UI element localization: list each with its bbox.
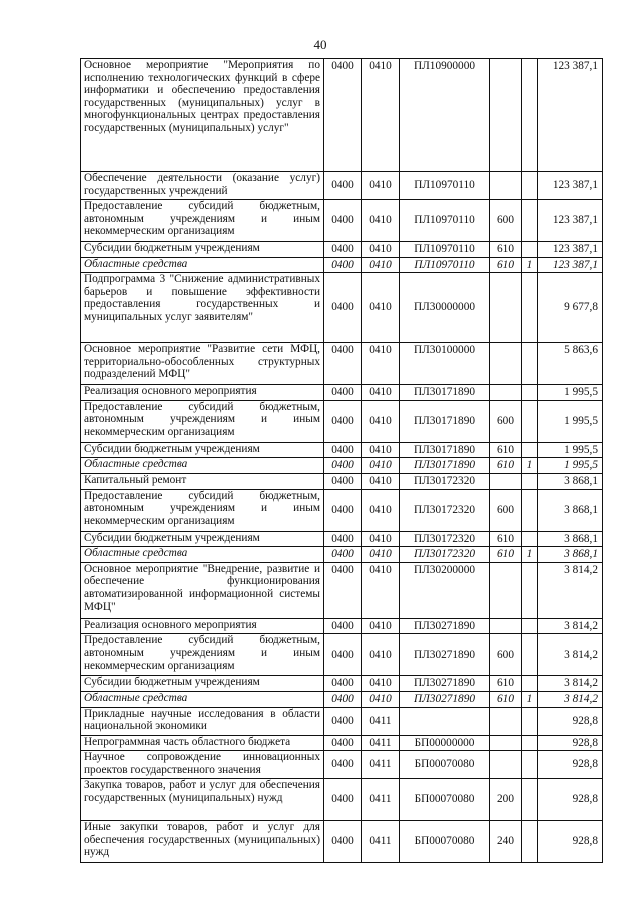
section-code-cell: 0400 [324, 242, 362, 258]
amount-cell: 3 868,1 [538, 473, 603, 489]
table-row [81, 562, 603, 618]
funding-source-cell [522, 779, 538, 821]
amount-cell: 3 814,2 [538, 691, 603, 707]
row-name-cell: Основное мероприятие "Внедрение, развитие и обеспечение функционирования автоматизированной информационной системы МФЦ" [81, 562, 324, 618]
expense-type-cell [490, 59, 522, 172]
table-row [81, 531, 603, 547]
amount-cell: 928,8 [538, 821, 603, 863]
funding-source-cell: 1 [522, 257, 538, 273]
expense-type-cell: 240 [490, 821, 522, 863]
target-article-cell: ПЛ30271890 [400, 634, 490, 676]
funding-source-cell [522, 676, 538, 692]
expense-type-cell [490, 385, 522, 401]
row-name-cell: Областные средства [81, 257, 324, 273]
expense-type-cell [490, 618, 522, 634]
funding-source-cell: 1 [522, 691, 538, 707]
subsection-code-cell: 0410 [362, 691, 400, 707]
row-name-cell: Непрограммная часть областного бюджета [81, 735, 324, 751]
target-article-cell: ПЛ30100000 [400, 343, 490, 385]
amount-cell: 928,8 [538, 751, 603, 779]
expense-type-cell [490, 735, 522, 751]
expense-type-cell [490, 172, 522, 200]
target-article-cell: ПЛ10970110 [400, 200, 490, 242]
table-row [81, 821, 603, 863]
amount-cell: 928,8 [538, 779, 603, 821]
table-row [81, 442, 603, 458]
table-row [81, 489, 603, 531]
funding-source-cell [522, 172, 538, 200]
row-name-cell: Предоставление субсидий бюджетным, автономным учреждениям и иным некоммерческим организациям [81, 634, 324, 676]
target-article-cell: ПЛ10970110 [400, 257, 490, 273]
expense-type-cell: 610 [490, 442, 522, 458]
table-row [81, 779, 603, 821]
section-code-cell: 0400 [324, 707, 362, 735]
table-row [81, 634, 603, 676]
amount-cell: 123 387,1 [538, 242, 603, 258]
section-code-cell: 0400 [324, 400, 362, 442]
table-row [81, 400, 603, 442]
target-article-cell: ПЛ30172320 [400, 531, 490, 547]
amount-cell: 1 995,5 [538, 458, 603, 474]
subsection-code-cell: 0410 [362, 59, 400, 172]
subsection-code-cell: 0410 [362, 489, 400, 531]
funding-source-cell [522, 59, 538, 172]
subsection-code-cell: 0411 [362, 735, 400, 751]
row-name-cell: Предоставление субсидий бюджетным, автономным учреждениям и иным некоммерческим организациям [81, 400, 324, 442]
table-row [81, 343, 603, 385]
row-name-cell: Обеспечение деятельности (оказание услуг) государственных учреждений [81, 172, 324, 200]
section-code-cell: 0400 [324, 385, 362, 401]
expense-type-cell: 610 [490, 458, 522, 474]
table-row [81, 547, 603, 563]
section-code-cell: 0400 [324, 442, 362, 458]
expense-type-cell: 600 [490, 400, 522, 442]
row-name-cell: Иные закупки товаров, работ и услуг для обеспечения государственных (муниципальных) нужд [81, 821, 324, 863]
funding-source-cell [522, 473, 538, 489]
subsection-code-cell: 0410 [362, 618, 400, 634]
expense-type-cell: 610 [490, 257, 522, 273]
funding-source-cell [522, 562, 538, 618]
row-name-cell: Реализация основного мероприятия [81, 385, 324, 401]
subsection-code-cell: 0411 [362, 779, 400, 821]
section-code-cell: 0400 [324, 735, 362, 751]
subsection-code-cell: 0411 [362, 751, 400, 779]
funding-source-cell [522, 442, 538, 458]
funding-source-cell [522, 531, 538, 547]
target-article-cell: БП00070080 [400, 751, 490, 779]
amount-cell: 1 995,5 [538, 442, 603, 458]
section-code-cell: 0400 [324, 691, 362, 707]
row-name-cell: Капитальный ремонт [81, 473, 324, 489]
target-article-cell: ПЛ10970110 [400, 172, 490, 200]
expense-type-cell: 600 [490, 634, 522, 676]
funding-source-cell [522, 634, 538, 676]
amount-cell: 3 814,2 [538, 562, 603, 618]
section-code-cell: 0400 [324, 59, 362, 172]
row-name-cell: Основное мероприятие "Развитие сети МФЦ, территориально-обособленных структурных подразделений МФЦ" [81, 343, 324, 385]
budget-table [80, 58, 603, 863]
target-article-cell: ПЛ30200000 [400, 562, 490, 618]
amount-cell: 3 814,2 [538, 634, 603, 676]
subsection-code-cell: 0410 [362, 547, 400, 563]
row-name-cell: Областные средства [81, 547, 324, 563]
row-name-cell: Предоставление субсидий бюджетным, автономным учреждениям и иным некоммерческим организациям [81, 200, 324, 242]
amount-cell: 9 677,8 [538, 273, 603, 343]
table-row [81, 458, 603, 474]
table-row [81, 707, 603, 735]
section-code-cell: 0400 [324, 531, 362, 547]
subsection-code-cell: 0410 [362, 634, 400, 676]
amount-cell: 928,8 [538, 707, 603, 735]
row-name-cell: Субсидии бюджетным учреждениям [81, 242, 324, 258]
subsection-code-cell: 0411 [362, 707, 400, 735]
target-article-cell: БП00070080 [400, 821, 490, 863]
subsection-code-cell: 0410 [362, 400, 400, 442]
section-code-cell: 0400 [324, 257, 362, 273]
subsection-code-cell: 0410 [362, 343, 400, 385]
subsection-code-cell: 0410 [362, 273, 400, 343]
row-name-cell: Субсидии бюджетным учреждениям [81, 676, 324, 692]
section-code-cell: 0400 [324, 676, 362, 692]
target-article-cell: ПЛ30271890 [400, 676, 490, 692]
section-code-cell: 0400 [324, 634, 362, 676]
table-row [81, 473, 603, 489]
target-article-cell: БП00070080 [400, 779, 490, 821]
target-article-cell: ПЛ30172320 [400, 547, 490, 563]
table-row [81, 618, 603, 634]
section-code-cell: 0400 [324, 458, 362, 474]
target-article-cell: ПЛ30271890 [400, 691, 490, 707]
row-name-cell: Прикладные научные исследования в области национальной экономики [81, 707, 324, 735]
subsection-code-cell: 0410 [362, 385, 400, 401]
target-article-cell: ПЛ30271890 [400, 618, 490, 634]
table-row [81, 273, 603, 343]
amount-cell: 3 814,2 [538, 618, 603, 634]
amount-cell: 3 814,2 [538, 676, 603, 692]
funding-source-cell [522, 200, 538, 242]
row-name-cell: Подпрограмма 3 "Снижение административных барьеров и повышение эффективности предоставления государственных и муниципальных услуг заявителям" [81, 273, 324, 343]
target-article-cell: БП00000000 [400, 735, 490, 751]
section-code-cell: 0400 [324, 273, 362, 343]
expense-type-cell: 610 [490, 531, 522, 547]
funding-source-cell [522, 273, 538, 343]
target-article-cell [400, 707, 490, 735]
page-number: 40 [313, 37, 327, 52]
expense-type-cell [490, 273, 522, 343]
amount-cell: 928,8 [538, 735, 603, 751]
target-article-cell: ПЛ30172320 [400, 489, 490, 531]
table-row [81, 172, 603, 200]
expense-type-cell: 600 [490, 200, 522, 242]
expense-type-cell: 200 [490, 779, 522, 821]
amount-cell: 123 387,1 [538, 172, 603, 200]
table-row [81, 751, 603, 779]
funding-source-cell: 1 [522, 547, 538, 563]
table-row [81, 735, 603, 751]
funding-source-cell [522, 751, 538, 779]
amount-cell: 123 387,1 [538, 257, 603, 273]
subsection-code-cell: 0410 [362, 257, 400, 273]
row-name-cell: Предоставление субсидий бюджетным, автономным учреждениям и иным некоммерческим организациям [81, 489, 324, 531]
budget-table-body [81, 59, 603, 863]
expense-type-cell [490, 751, 522, 779]
target-article-cell: ПЛ30171890 [400, 442, 490, 458]
amount-cell: 1 995,5 [538, 385, 603, 401]
funding-source-cell [522, 821, 538, 863]
target-article-cell: ПЛ10900000 [400, 59, 490, 172]
expense-type-cell [490, 343, 522, 385]
section-code-cell: 0400 [324, 562, 362, 618]
table-row [81, 691, 603, 707]
amount-cell: 3 868,1 [538, 531, 603, 547]
funding-source-cell [522, 385, 538, 401]
expense-type-cell [490, 562, 522, 618]
funding-source-cell [522, 400, 538, 442]
row-name-cell: Закупка товаров, работ и услуг для обеспечения государственных (муниципальных) нужд [81, 779, 324, 821]
target-article-cell: ПЛ10970110 [400, 242, 490, 258]
subsection-code-cell: 0410 [362, 442, 400, 458]
funding-source-cell [522, 735, 538, 751]
section-code-cell: 0400 [324, 751, 362, 779]
row-name-cell: Областные средства [81, 691, 324, 707]
subsection-code-cell: 0410 [362, 242, 400, 258]
section-code-cell: 0400 [324, 618, 362, 634]
expense-type-cell [490, 473, 522, 489]
target-article-cell: ПЛ30172320 [400, 473, 490, 489]
expense-type-cell: 610 [490, 691, 522, 707]
amount-cell: 123 387,1 [538, 59, 603, 172]
target-article-cell: ПЛ30171890 [400, 458, 490, 474]
funding-source-cell [522, 618, 538, 634]
table-row [81, 242, 603, 258]
table-row [81, 59, 603, 172]
row-name-cell: Реализация основного мероприятия [81, 618, 324, 634]
subsection-code-cell: 0411 [362, 821, 400, 863]
subsection-code-cell: 0410 [362, 172, 400, 200]
section-code-cell: 0400 [324, 489, 362, 531]
subsection-code-cell: 0410 [362, 531, 400, 547]
section-code-cell: 0400 [324, 343, 362, 385]
section-code-cell: 0400 [324, 473, 362, 489]
amount-cell: 1 995,5 [538, 400, 603, 442]
funding-source-cell [522, 707, 538, 735]
table-row [81, 200, 603, 242]
target-article-cell: ПЛ30000000 [400, 273, 490, 343]
expense-type-cell: 610 [490, 676, 522, 692]
expense-type-cell: 610 [490, 242, 522, 258]
expense-type-cell: 600 [490, 489, 522, 531]
amount-cell: 3 868,1 [538, 489, 603, 531]
funding-source-cell [522, 489, 538, 531]
amount-cell: 123 387,1 [538, 200, 603, 242]
row-name-cell: Областные средства [81, 458, 324, 474]
subsection-code-cell: 0410 [362, 473, 400, 489]
amount-cell: 5 863,6 [538, 343, 603, 385]
row-name-cell: Субсидии бюджетным учреждениям [81, 531, 324, 547]
subsection-code-cell: 0410 [362, 200, 400, 242]
subsection-code-cell: 0410 [362, 676, 400, 692]
amount-cell: 3 868,1 [538, 547, 603, 563]
section-code-cell: 0400 [324, 200, 362, 242]
target-article-cell: ПЛ30171890 [400, 400, 490, 442]
expense-type-cell: 610 [490, 547, 522, 563]
row-name-cell: Субсидии бюджетным учреждениям [81, 442, 324, 458]
subsection-code-cell: 0410 [362, 562, 400, 618]
expense-type-cell [490, 707, 522, 735]
funding-source-cell [522, 242, 538, 258]
table-row [81, 385, 603, 401]
section-code-cell: 0400 [324, 779, 362, 821]
target-article-cell: ПЛ30171890 [400, 385, 490, 401]
section-code-cell: 0400 [324, 172, 362, 200]
section-code-cell: 0400 [324, 821, 362, 863]
funding-source-cell: 1 [522, 458, 538, 474]
row-name-cell: Основное мероприятие "Мероприятия по исполнению технологических функций в сфере информатики и обеспечению предоставления государственных (муниципальных) услуг в многофункциональных центрах предоставления государственных (муниципальных) услуг" [81, 59, 324, 172]
subsection-code-cell: 0410 [362, 458, 400, 474]
table-row [81, 676, 603, 692]
row-name-cell: Научное сопровождение инновационных проектов государственного значения [81, 751, 324, 779]
funding-source-cell [522, 343, 538, 385]
table-row [81, 257, 603, 273]
section-code-cell: 0400 [324, 547, 362, 563]
